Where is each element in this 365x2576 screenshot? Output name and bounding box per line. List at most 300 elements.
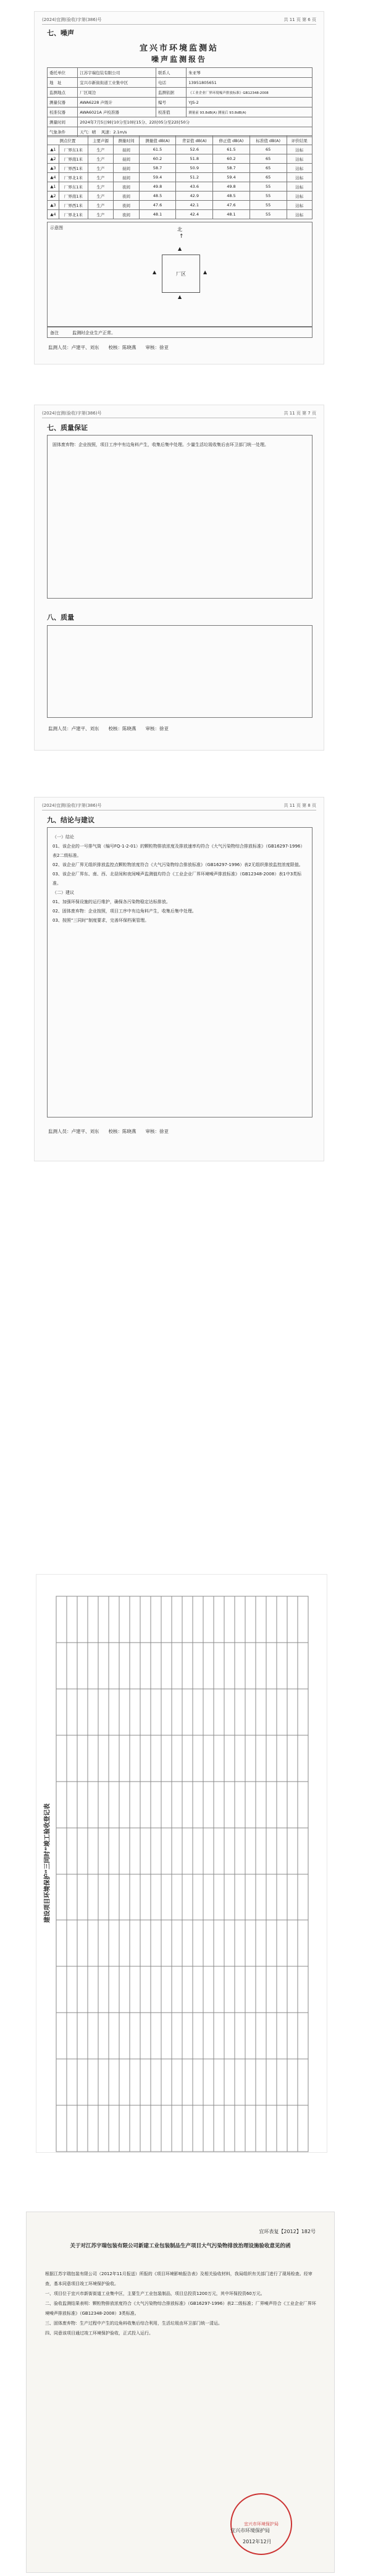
form-cell [214,1966,224,2013]
form-cell [130,1596,140,1643]
content-box [47,827,313,1118]
form-cell [256,2013,266,2059]
registration-form-page [36,1574,327,2153]
table-cell: ▲1 [48,182,59,192]
table-cell: 58.7 [213,164,250,173]
report-number: (2024)宜测(验收)字第(386)号 [42,411,102,416]
table-cell: 42.1 [176,201,213,210]
form-cell [245,1874,256,1921]
paragraph: 根据江苏宇瑞包装有限公司（2012年11月报送）所报的《项目环境影响报告表》及相关验收材料，我局组织有关部门进行了现场检查。经审查，基本同意项目竣工环境保护验收。 [45,2271,313,2286]
form-cell [224,1596,235,1643]
paragraph: 四、同意该项目通过竣工环境保护验收，正式投入运行。 [45,2331,153,2336]
form-cell [130,1735,140,1782]
form-cell [245,1920,256,1966]
table-cell: 生产 [88,201,113,210]
form-cell [172,1920,182,1966]
page-header [42,802,316,810]
form-cell [140,1828,151,1874]
form-cell [67,1689,77,1735]
form-row [140,1596,151,2152]
form-cell [245,1828,256,1874]
form-cell [161,1920,172,1966]
table-cell: 65 [250,164,287,173]
table-cell: 48.5 [139,192,176,201]
form-cell [277,2013,287,2059]
form-cell [56,1689,67,1735]
form-cell [140,2013,151,2059]
form-cell [77,1874,88,1921]
form-cell [277,1596,287,1643]
info-table [47,67,313,137]
form-cell [287,2059,298,2105]
section-heading: 七、质量保证 [47,424,88,432]
table-cell: ▲2 [48,154,59,164]
form-cell [266,2013,277,2059]
form-cell [109,1828,119,1874]
table-cell: 48.5 [213,192,250,201]
form-cell [266,1596,277,1643]
form-cell [277,1782,287,1828]
form-cell [56,1643,67,1689]
table-cell: 达标 [287,145,313,154]
table-cell: 厂界西1米 [59,164,88,173]
column-header: 评价结果 [287,136,313,145]
form-cell [224,2059,235,2105]
info-key: 委托单位 [48,68,78,78]
info-value: 测量前 93.8dB(A) 测量后 93.8dB(A) [187,107,313,117]
form-row [151,1596,161,2152]
table-row [48,173,313,182]
info-row [48,88,313,98]
form-cell [98,1735,109,1782]
table-cell: 厂界东1米 [59,145,88,154]
form-cell [130,1874,140,1921]
form-cell [140,2059,151,2105]
form-cell [56,2013,67,2059]
form-cell [193,1782,203,1828]
form-cell [256,1782,266,1828]
table-cell: 51.8 [176,154,213,164]
form-cell [203,1782,214,1828]
form-cell [298,2105,308,2152]
form-row [161,1596,172,2152]
content-box [47,435,313,599]
letter-body [45,2269,317,2338]
form-cell [119,1828,130,1874]
form-cell [298,1689,308,1735]
table-cell: 夜间 [114,210,139,219]
paragraph: 01、加强环保设施的运行维护，确保各污染物稳定达标排放。 [52,899,170,904]
form-cell [140,1920,151,1966]
info-value: 2024年7月5日9时10分至10时15分、22时05分至22时50分 [78,117,313,127]
form-cell [172,2105,182,2152]
table-cell: 47.6 [213,201,250,210]
form-cell [266,1920,277,1966]
form-cell [193,2059,203,2105]
form-cell [287,1735,298,1782]
info-key: 校准仪器 [48,107,78,117]
form-row [277,1596,287,2152]
form-cell [109,1920,119,1966]
monitoring-diagram [47,222,313,327]
table-cell: ▲4 [48,173,59,182]
form-cell [224,1643,235,1689]
signature-line: 监测人员：卢建平、刘东 校核：陈晓燕 审核：徐亚 [48,345,169,350]
rotated-form [37,1575,327,2152]
form-cell [235,1689,245,1735]
form-row [287,1596,298,2152]
form-cell [287,1828,298,1874]
content-box [47,625,313,718]
table-cell: 42.9 [176,192,213,201]
form-cell [182,1735,193,1782]
table-cell: 厂界东1米 [59,182,88,192]
form-cell [235,2013,245,2059]
form-cell [203,1596,214,1643]
form-cell [298,1920,308,1966]
form-cell [67,1596,77,1643]
form-cell [298,1782,308,1828]
table-cell: 昼间 [114,164,139,173]
form-cell [224,1966,235,2013]
factory-label: 厂区 [176,271,186,277]
table-cell: 49.8 [213,182,250,192]
wind-key: 风速 [101,130,109,135]
table-cell: 达标 [287,182,313,192]
table-cell: 60.2 [139,154,176,164]
form-cell [161,1966,172,2013]
form-cell [119,1966,130,2013]
info-key: 校准值 [156,107,187,117]
form-cell [182,1596,193,1643]
form-cell [98,1828,109,1874]
info-row [48,107,313,117]
paragraph: 一、项目位于宜兴市新街街道工业集中区，主要生产工业包装制品，项目总投资1200万元，其中环保投资60万元。 [45,2291,265,2296]
north-arrow-icon: ↑ [179,234,184,240]
report-page-conclusion [34,797,324,1161]
form-cell [140,1874,151,1921]
form-cell [277,2105,287,2152]
section-heading: 七、噪声 [47,29,74,37]
form-cell [256,1596,266,1643]
table-cell: 厂界南1米 [59,154,88,164]
form-cell [98,2105,109,2152]
form-cell [256,1735,266,1782]
form-cell [193,1828,203,1874]
table-cell: 夜间 [114,201,139,210]
form-cell [119,1735,130,1782]
form-cell [88,1828,98,1874]
form-cell [214,1828,224,1874]
form-cell [77,1689,88,1735]
page-header [42,410,316,418]
form-cell [277,1735,287,1782]
form-cell [245,1689,256,1735]
form-cell [109,2059,119,2105]
form-cell [277,1828,287,1874]
table-cell: 65 [250,173,287,182]
form-row [266,1596,277,2152]
form-cell [56,1828,67,1874]
form-cell [266,1966,277,2013]
form-cell [77,1920,88,1966]
table-cell: 生产 [88,173,113,182]
table-cell: 55 [250,182,287,192]
table-cell: 48.1 [213,210,250,219]
column-header: 标准值 dB(A) [250,136,287,145]
table-row [48,192,313,201]
info-key: 测量时间 [48,117,78,127]
form-cell [266,1828,277,1874]
form-cell [214,1782,224,1828]
point-marker-icon: ▲ [178,246,182,251]
form-cell [98,2059,109,2105]
table-cell: 达标 [287,201,313,210]
form-cell [287,1874,298,1921]
form-cell [235,2059,245,2105]
form-cell [67,1735,77,1782]
form-cell [172,1874,182,1921]
form-cell [140,2105,151,2152]
form-cell [161,1828,172,1874]
form-cell [67,1874,77,1921]
signature-line: 监测人员：卢建平、刘东 校核：陈晓燕 审核：徐亚 [48,726,169,731]
info-value: 宜兴市新街街道工业集中区 [78,78,156,88]
form-cell [172,2059,182,2105]
info-value: 厂区周边 [78,88,156,98]
form-cell [287,1689,298,1735]
form-row [245,1596,256,2152]
form-cell [256,2059,266,2105]
form-cell [277,1689,287,1735]
form-cell [161,1874,172,1921]
table-cell: 厂界南1米 [59,192,88,201]
form-cell [266,2059,277,2105]
form-cell [277,1874,287,1921]
form-cell [298,1643,308,1689]
form-cell [287,1966,298,2013]
form-cell [109,1596,119,1643]
form-row [88,1596,98,2152]
table-cell: 厂界北1米 [59,210,88,219]
form-cell [266,1782,277,1828]
paragraph: 01、该企业的一号排气筒（编号FQ-1-2-01）的颗粒物排放浓度及排放速率均符合《大气污染物综合排放标准》（GB16297-1996）表2二级标准。 [52,844,305,858]
form-cell [172,1643,182,1689]
table-cell: ▲3 [48,164,59,173]
form-cell [298,1735,308,1782]
weather-cell: 天气：晴 风速：2.1m/s [78,127,313,137]
form-cell [88,1966,98,2013]
form-row [256,1596,266,2152]
table-row [48,145,313,154]
info-row [48,98,313,107]
form-cell [224,1920,235,1966]
note-row [47,327,313,338]
form-cell [256,1966,266,2013]
signature-line: 监测人员：卢建平、刘东 校核：陈晓燕 审核：徐亚 [48,1129,169,1134]
form-cell [151,2059,161,2105]
form-cell [203,1920,214,1966]
form-cell [161,1689,172,1735]
form-cell [182,1874,193,1921]
form-cell [56,1735,67,1782]
body-text: 固体废弃物：企业按照，项目工序中有边角料产生，收集后集中处理。少量生活垃圾收集后由环卫部门统一处理。 [52,442,269,447]
form-cell [98,1874,109,1921]
table-cell: 60.2 [213,154,250,164]
form-cell [203,1828,214,1874]
form-cell [193,1920,203,1966]
table-cell: ▲3 [48,201,59,210]
info-key: 地 址 [48,78,78,88]
form-cell [140,1966,151,2013]
form-cell [151,1828,161,1874]
form-cell [109,1689,119,1735]
table-cell: 61.5 [213,145,250,154]
table-cell: ▲2 [48,192,59,201]
paragraph: 03、按照“三同时”制度要求，完善环保档案管理。 [52,918,149,923]
form-row [77,1596,88,2152]
point-marker-icon: ▲ [178,294,182,300]
form-cell [140,1643,151,1689]
form-row [172,1596,182,2152]
form-cell [140,1782,151,1828]
form-cell [88,1689,98,1735]
info-value: AWA6228 声级计 [78,98,156,107]
form-cell [214,1596,224,1643]
table-row [48,164,313,173]
form-cell [151,1643,161,1689]
form-cell [245,1596,256,1643]
form-cell [119,1874,130,1921]
form-cell [119,1643,130,1689]
info-key: 监测地点 [48,88,78,98]
info-key: 测量仪器 [48,98,78,107]
form-cell [182,1643,193,1689]
form-cell [161,1782,172,1828]
paragraph: 02、固体废弃物：企业按照，项目工序中有边角料产生，收集后集中处理。 [52,909,196,914]
form-cell [109,2105,119,2152]
info-row [48,117,313,127]
form-cell [56,1596,67,1643]
form-cell [287,1782,298,1828]
table-cell: 51.2 [176,173,213,182]
table-cell: 58.7 [139,164,176,173]
page-count: 共 11 页 第 6 页 [283,17,316,22]
form-cell [98,1643,109,1689]
form-cell [193,2013,203,2059]
table-cell: 50.9 [176,164,213,173]
form-cell [161,2013,172,2059]
form-row [224,1596,235,2152]
form-cell [151,1689,161,1735]
info-row [48,68,313,78]
form-row [119,1596,130,2152]
form-cell [88,1920,98,1966]
form-cell [235,1596,245,1643]
form-cell [172,2013,182,2059]
form-cell [109,2013,119,2059]
table-cell: 47.6 [139,201,176,210]
page-count: 共 11 页 第 7 页 [283,411,316,416]
form-cell [224,2105,235,2152]
paragraph: 02、该企业厂界无组织排放监控点颗粒物浓度符合《大气污染物综合排放标准》（GB16297-1996）表2无组织排放监控浓度限值。 [52,862,303,867]
form-cell [98,2013,109,2059]
form-cell [88,1782,98,1828]
table-cell: 达标 [287,154,313,164]
column-header: 修正值 dB(A) [213,136,250,145]
form-cell [214,1735,224,1782]
table-cell: 达标 [287,192,313,201]
form-cell [214,2105,224,2152]
table-cell: 昼间 [114,173,139,182]
form-cell [193,1874,203,1921]
table-row [48,201,313,210]
form-cell [88,1874,98,1921]
table-cell: 生产 [88,164,113,173]
form-row [193,1596,203,2152]
table-cell: 达标 [287,173,313,182]
form-cell [77,1596,88,1643]
form-cell [77,1966,88,2013]
table-cell: 59.4 [213,173,250,182]
form-cell [67,2105,77,2152]
form-cell [182,1920,193,1966]
form-row [67,1596,77,2152]
form-cell [151,1874,161,1921]
form-cell [119,2013,130,2059]
form-cell [151,1596,161,1643]
form-cell [224,1828,235,1874]
form-cell [203,1689,214,1735]
form-cell [172,1596,182,1643]
form-cell [77,1782,88,1828]
form-row [214,1596,224,2152]
form-cell [77,2105,88,2152]
form-cell [235,2105,245,2152]
info-row [48,78,313,88]
form-cell [130,2013,140,2059]
form-cell [161,1596,172,1643]
note-label: 备注 [50,330,59,335]
diagram-label: 示意图 [50,225,63,230]
form-cell [266,1735,277,1782]
form-cell [256,1874,266,1921]
form-cell [287,1920,298,1966]
form-cell [193,1689,203,1735]
letter-title: 关于对江苏宇瑞包装有限公司新建工业包装制品生产项目大气污染物排放治理设施验收意见的函 [70,2243,291,2249]
form-cell [67,1966,77,2013]
form-cell [98,1966,109,2013]
reference-number: 宜环表复【2012】182号 [259,2229,316,2234]
table-cell: 生产 [88,145,113,154]
table-cell: 达标 [287,210,313,219]
table-cell: 43.6 [176,182,213,192]
form-row [98,1596,109,2152]
paragraph: 三、固体废弃物：生产过程中产生的边角料收集后综合利用，生活垃圾由环卫部门统一清运。 [45,2321,222,2326]
point-marker-icon: ▲ [203,269,208,275]
form-cell [109,1782,119,1828]
form-cell [172,1828,182,1874]
form-row [298,1596,308,2152]
stamp-text: 宜兴市环境保护局 [244,2522,279,2527]
table-cell: 厂界北1米 [59,173,88,182]
form-cell [56,2105,67,2152]
form-cell [151,1966,161,2013]
form-cell [193,2105,203,2152]
table-cell: ▲4 [48,210,59,219]
form-cell [266,1643,277,1689]
form-title: 建设项目环境保护“三同时”竣工验收登记表 [44,1803,51,1923]
